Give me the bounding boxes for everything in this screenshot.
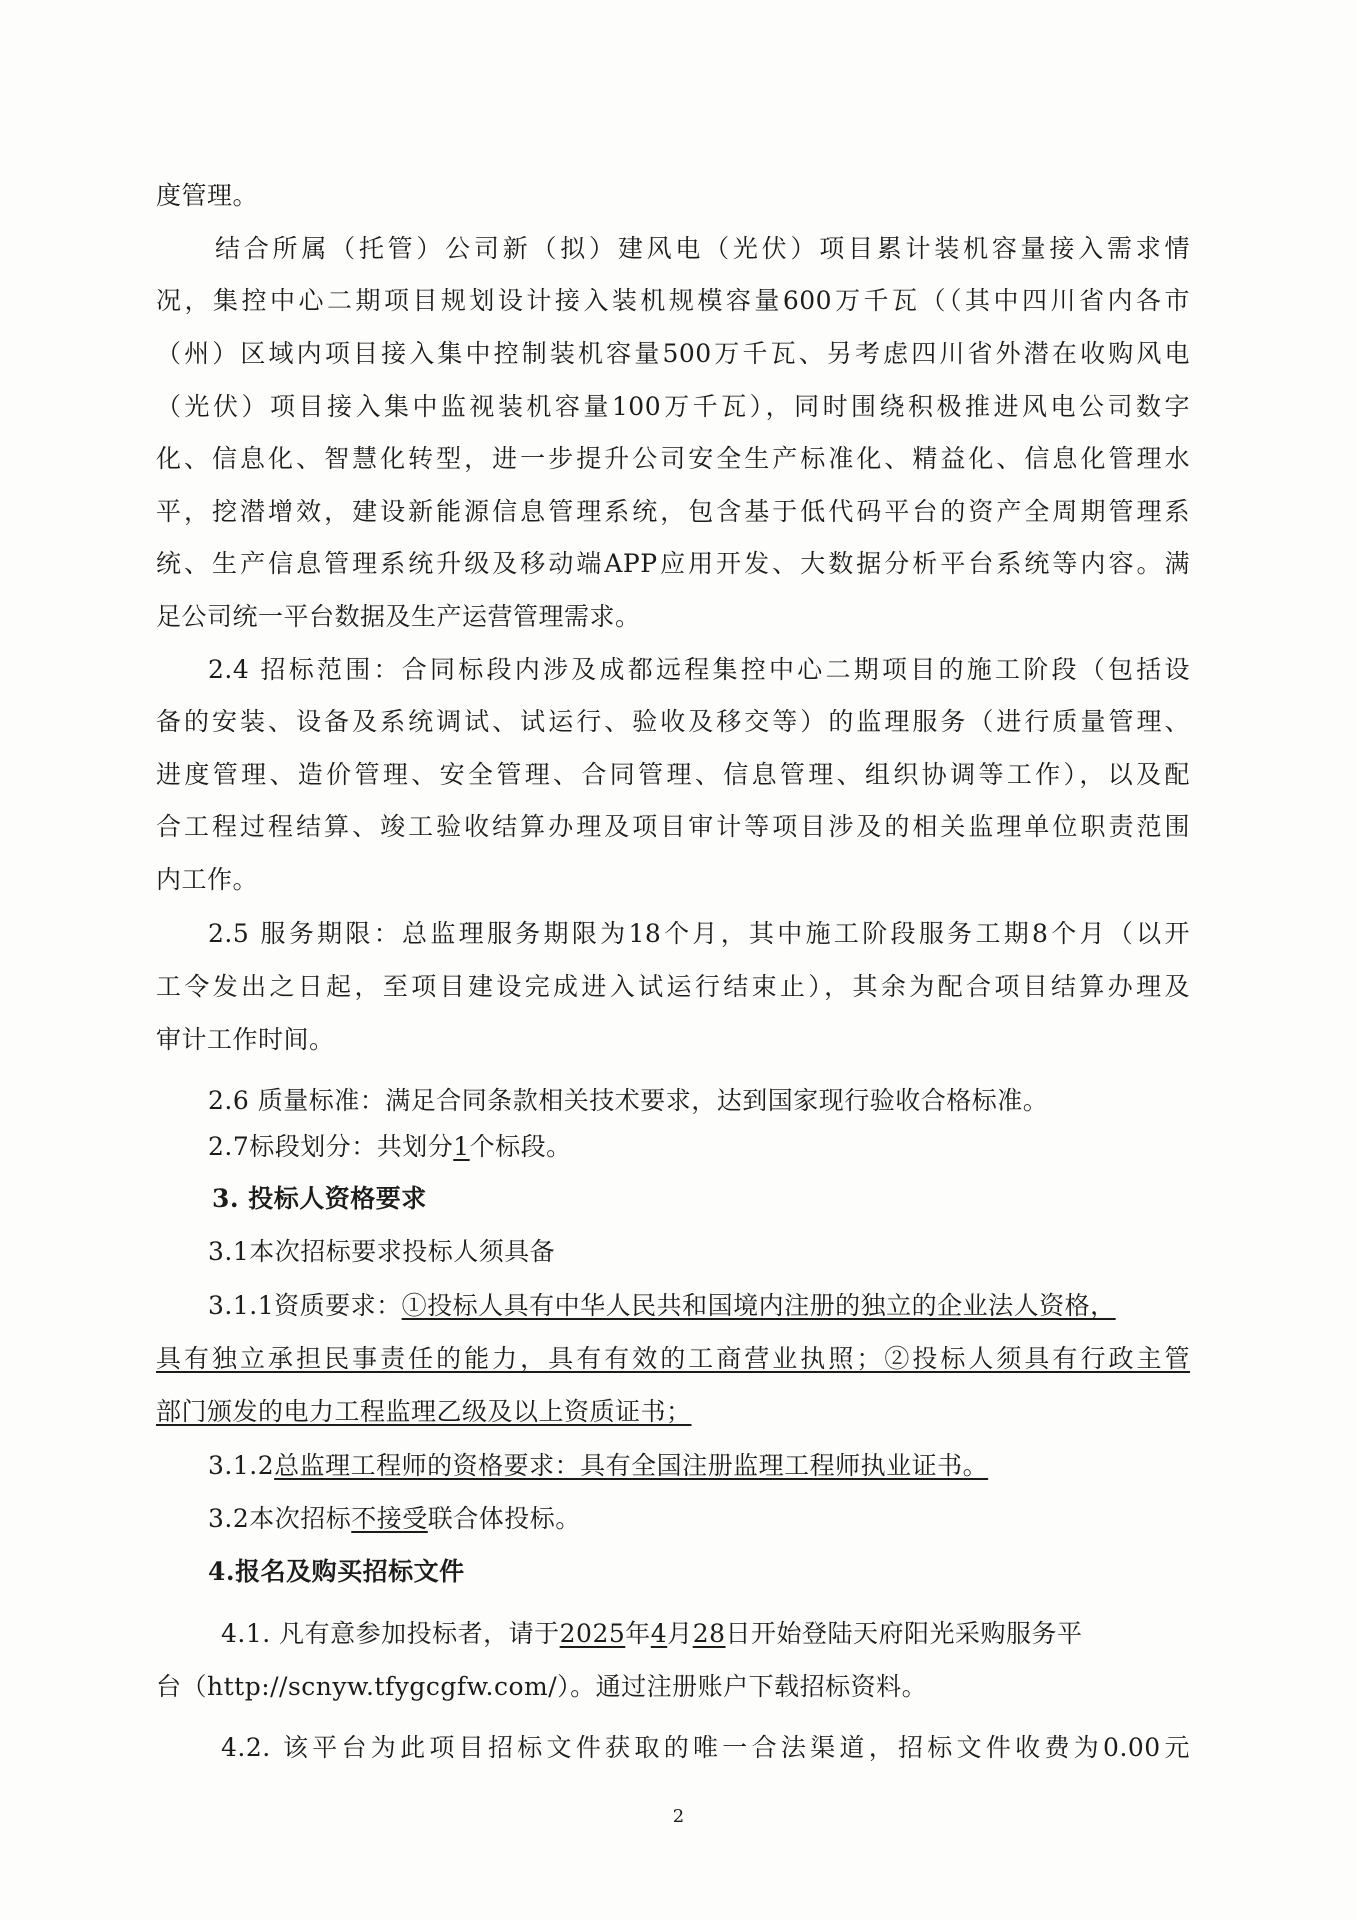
text-line: 3.1.1资质要求：①投标人具有中华人民共和国境内注册的独立的企业法人资格， bbox=[208, 1291, 1116, 1320]
text-line: 台（http://scnyw.tfygcgfw.com/）。通过注册账户下载招标资料。 bbox=[156, 1672, 928, 1701]
text-line: 备的安装、设备及系统调试、试运行、验收及移交等）的监理服务（进行质量管理、 bbox=[156, 707, 1190, 736]
text-line: 4.1. 凡有意参加投标者，请于2025年4月28日开始登陆天府阳光采购服务平 bbox=[221, 1619, 1083, 1648]
text-line: （州）区域内项目接入集中控制装机容量500万千瓦、另考虑四川省外潜在收购风电 bbox=[156, 339, 1190, 368]
text-line: 具有独立承担民事责任的能力，具有有效的工商营业执照；②投标人须具有行政主管 bbox=[156, 1344, 1190, 1373]
section-heading: 3. 投标人资格要求 bbox=[212, 1184, 427, 1213]
text-line: 结合所属（托管）公司新（拟）建风电（光伏）项目累计装机容量接入需求情 bbox=[215, 234, 1190, 263]
text-line: 审计工作时间。 bbox=[156, 1025, 335, 1054]
text-line: 平，挖潜增效，建设新能源信息管理系统，包含基于低代码平台的资产全周期管理系 bbox=[156, 497, 1190, 526]
text-line: 3.1.2总监理工程师的资格要求：具有全国注册监理工程师执业证书。 bbox=[208, 1451, 989, 1480]
text-line: 化、信息化、智慧化转型，进一步提升公司安全生产标准化、精益化、信息化管理水 bbox=[156, 444, 1190, 473]
text-line: 2.6 质量标准：满足合同条款相关技术要求，达到国家现行验收合格标准。 bbox=[208, 1086, 1049, 1115]
text-line: 2.5 服务期限：总监理服务期限为18个月，其中施工阶段服务工期8个月（以开 bbox=[208, 919, 1190, 948]
text-line: 部门颁发的电力工程监理乙级及以上资质证书； bbox=[156, 1397, 692, 1426]
text-line: 合工程过程结算、竣工验收结算办理及项目审计等项目涉及的相关监理单位职责范围 bbox=[156, 812, 1190, 841]
text-line: 2.7标段划分：共划分1个标段。 bbox=[208, 1132, 572, 1161]
text-line: 况，集控中心二期项目规划设计接入装机规模容量600万千瓦（（其中四川省内各市 bbox=[156, 286, 1190, 315]
text-line: 内工作。 bbox=[156, 865, 259, 894]
text-line: 3.2本次招标不接受联合体投标。 bbox=[208, 1504, 581, 1533]
text-line: 进度管理、造价管理、安全管理、合同管理、信息管理、组织协调等工作），以及配 bbox=[156, 760, 1190, 789]
text-line: 3.1本次招标要求投标人须具备 bbox=[208, 1237, 556, 1266]
text-line: 足公司统一平台数据及生产运营管理需求。 bbox=[156, 602, 641, 631]
text-line: 4.2. 该平台为此项目招标文件获取的唯一合法渠道，招标文件收费为0.00元 bbox=[221, 1733, 1190, 1762]
text-line: 工令发出之日起，至项目建设完成进入试运行结束止），其余为配合项目结算办理及 bbox=[156, 972, 1190, 1001]
text-line: （光伏）项目接入集中监视装机容量100万千瓦），同时围绕积极推进风电公司数字 bbox=[156, 392, 1190, 421]
section-heading: 4.报名及购买招标文件 bbox=[208, 1557, 465, 1586]
text-line: 统、生产信息管理系统升级及移动端APP应用开发、大数据分析平台系统等内容。满 bbox=[156, 549, 1190, 578]
page-number: 2 bbox=[672, 1806, 685, 1827]
text-line: 2.4 招标范围：合同标段内涉及成都远程集控中心二期项目的施工阶段（包括设 bbox=[208, 655, 1190, 684]
text-line: 度管理。 bbox=[156, 181, 259, 210]
